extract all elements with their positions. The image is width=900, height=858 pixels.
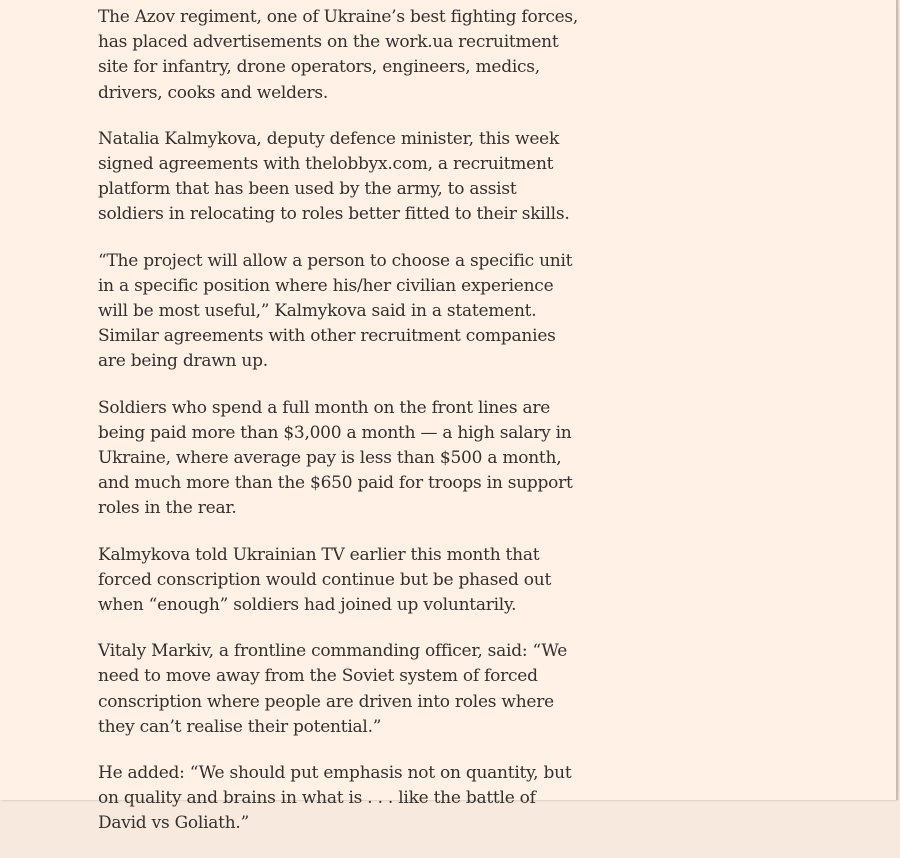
article-paragraph-3: “The project will allow a person to choose a specific unit in a specific position where his/her civilian experience will be most useful,” Kalmykova said in a statement. Similar agreements with other recruitment companies are being drawn up. [98,250,573,372]
article-paragraph-1: The Azov regiment, one of Ukraine’s best fighting forces, has placed advertisements on the work.ua recruitment site for infantry, drone operators, engineers, medics, drivers, cooks and welders. [98,7,579,103]
article-paragraph-2: Natalia Kalmykova, deputy defence minister, this week signed agreements with thelobbyx.com, a recruitment platform that has been used by the army, to assist soldiers in relocating to roles better fitted to their skills. [98,128,570,225]
article-paragraph-7: He added: “We should put emphasis not on quantity, but on quality and brains in what is . . . like the battle of David vs Goliath.” [98,763,572,834]
article-paragraph-6: Vitaly Markiv, a frontline commanding officer, said: “We need to move away from the Soviet system of forced conscription where people are driven into roles where they can’t realise their potential.” [98,641,568,737]
article-body [98,5,580,858]
article-paragraph-5: Kalmykova told Ukrainian TV earlier this month that forced conscription would continue but be phased out when “enough” soldiers had joined up voluntarily. [98,544,552,616]
article-paragraph-4: Soldiers who spend a full month on the front lines are being paid more than $3,000 a month — a high salary in Ukraine, where average pay is less than $500 a month, and much more than the $650 paid for troops in support roles in the rear. [98,397,573,519]
